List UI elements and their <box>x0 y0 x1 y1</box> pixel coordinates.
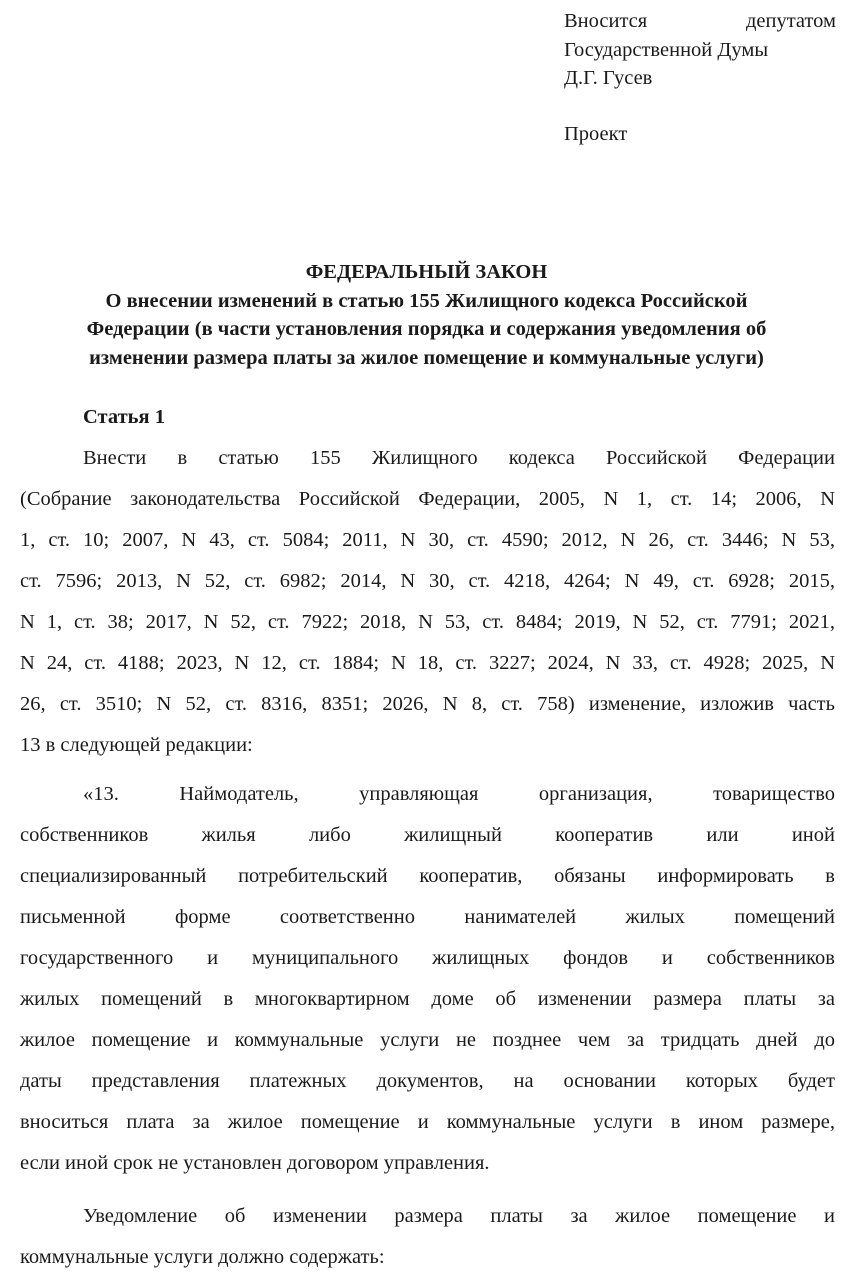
paragraph-line: письменной форме соответственно нанимателей жилых помещений <box>20 906 835 928</box>
paragraph-line: даты представления платежных документов, на основании которых будет <box>20 1070 835 1092</box>
paragraph-1 <box>20 444 835 772</box>
submitted-by-line: Государственной Думы <box>564 38 769 61</box>
paragraph-line: государственного и муниципального жилищных фондов и собственников <box>20 947 835 969</box>
draft-status: Проект <box>564 123 628 145</box>
title-line: изменении размера платы за жилое помещение и коммунальные услуги) <box>89 346 764 369</box>
title-line: Федерации (в части установления порядка и содержания уведомления об <box>86 318 767 340</box>
paragraph-line: N 1, ст. 38; 2017, N 52, ст. 7922; 2018, N 53, ст. 8484; 2019, N 52, ст. 7791; 2021, <box>20 611 835 633</box>
paragraph-line: «13. Наймодатель, управляющая организация, товарищество <box>83 783 835 805</box>
submitted-by-line: Вносится депутатом <box>564 10 836 32</box>
paragraph-line: ст. 7596; 2013, N 52, ст. 6982; 2014, N 30, ст. 4218, 4264; N 49, ст. 6928; 2015, <box>20 570 835 592</box>
paragraph-line: 1, ст. 10; 2007, N 43, ст. 5084; 2011, N 30, ст. 4590; 2012, N 26, ст. 3446; N 53, <box>20 529 835 551</box>
paragraph-line: специализированный потребительский кооператив, обязаны информировать в <box>20 865 835 887</box>
article-heading: Статья 1 <box>83 406 165 428</box>
submitted-by-line: Д.Г. Гусев <box>564 67 653 89</box>
paragraph-line: 13 в следующей редакции: <box>20 734 253 756</box>
paragraph-line: жилое помещение и коммунальные услуги не позднее чем за тридцать дней до <box>20 1029 835 1051</box>
title-line: ФЕДЕРАЛЬНЫЙ ЗАКОН <box>305 261 548 283</box>
paragraph-2 <box>20 780 835 1190</box>
paragraph-line: жилых помещений в многоквартирном доме об изменении размера платы за <box>20 988 835 1010</box>
paragraph-line: коммунальные услуги должно содержать: <box>20 1246 385 1268</box>
submitted-by <box>564 7 836 93</box>
title-line: О внесении изменений в статью 155 Жилищного кодекса Российской <box>105 289 748 312</box>
paragraph-line: если иной срок не установлен договором управления. <box>20 1152 490 1174</box>
paragraph-line: N 24, ст. 4188; 2023, N 12, ст. 1884; N 18, ст. 3227; 2024, N 33, ст. 4928; 2025, N <box>20 652 835 674</box>
paragraph-3 <box>20 1202 835 1284</box>
paragraph-line: (Собрание законодательства Российской Федерации, 2005, N 1, ст. 14; 2006, N <box>20 488 835 510</box>
paragraph-line: Уведомление об изменении размера платы за жилое помещение и <box>83 1205 835 1227</box>
paragraph-line: 26, ст. 3510; N 52, ст. 8316, 8351; 2026, N 8, ст. 758) изменение, изложив часть <box>20 693 835 715</box>
paragraph-line: собственников жилья либо жилищный кооператив или иной <box>20 824 835 846</box>
paragraph-line: Внести в статью 155 Жилищного кодекса Российской Федерации <box>83 447 835 469</box>
paragraph-line: вноситься плата за жилое помещение и коммунальные услуги в ином размере, <box>20 1111 835 1133</box>
law-title <box>10 258 843 372</box>
